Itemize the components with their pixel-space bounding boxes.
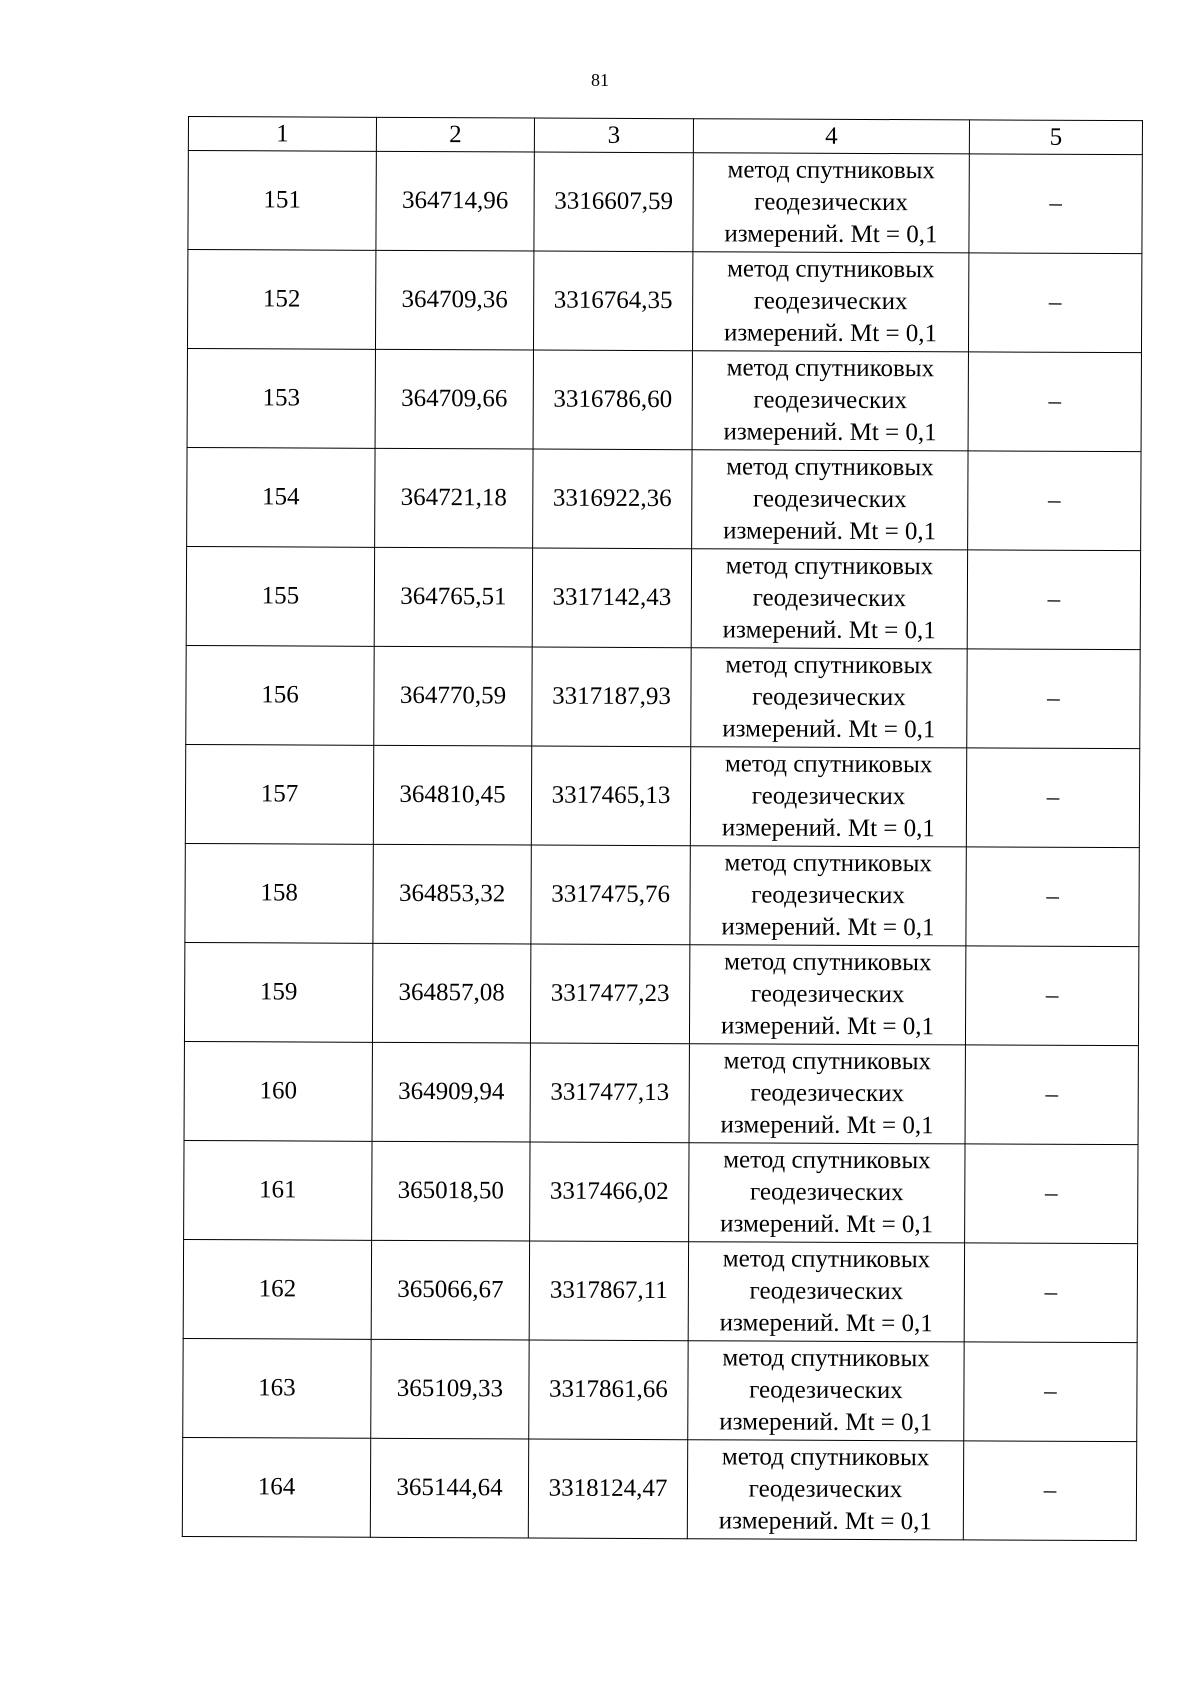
note-cell: – (968, 352, 1141, 452)
method-line-1: метод спутниковых (724, 750, 933, 779)
header-cell-1: 1 (188, 117, 376, 152)
table-row (186, 645, 1140, 748)
method-cell (689, 1044, 965, 1144)
point-number-cell: 155 (186, 546, 374, 646)
table-row (187, 250, 1141, 353)
header-cell-3: 3 (534, 118, 693, 153)
method-line-1: метод спутниковых (726, 354, 935, 383)
note-cell: – (963, 1441, 1136, 1541)
note-cell: – (964, 1342, 1137, 1442)
note-cell: – (968, 451, 1141, 551)
x-coordinate-cell: 365066,67 (371, 1240, 529, 1340)
x-coordinate-cell: 364765,51 (374, 547, 532, 647)
method-cell (687, 1440, 963, 1540)
y-coordinate-cell: 3317861,66 (529, 1340, 688, 1440)
method-cell (690, 747, 966, 847)
table-row (182, 1437, 1136, 1540)
x-coordinate-cell: 364857,08 (372, 943, 530, 1043)
method-cell (692, 252, 968, 352)
method-line-3: измерений. Mt = 0,1 (719, 1309, 933, 1338)
note-cell: – (964, 1243, 1137, 1343)
method-line-1: метод спутниковых (723, 1146, 931, 1175)
point-number-cell: 163 (183, 1338, 371, 1438)
method-line-3: измерений. Mt = 0,1 (723, 319, 938, 348)
y-coordinate-cell: 3317187,93 (532, 647, 691, 747)
method-cell (691, 549, 967, 649)
method-cell (692, 450, 968, 550)
method-line-1: метод спутниковых (727, 156, 936, 185)
x-coordinate-cell: 364770,59 (374, 646, 532, 746)
y-coordinate-cell: 3316922,36 (533, 449, 692, 549)
method-line-3: измерений. Mt = 0,1 (720, 1210, 934, 1239)
note-cell: – (966, 847, 1139, 947)
table-row (187, 348, 1141, 451)
method-line-1: метод спутниковых (725, 552, 934, 581)
method-line-2: геодезических (753, 287, 908, 316)
method-line-3: измерений. Mt = 0,1 (721, 913, 935, 942)
method-cell (688, 1242, 964, 1342)
method-line-1: метод спутниковых (724, 849, 933, 878)
method-cell (692, 351, 968, 451)
note-cell: – (965, 946, 1138, 1046)
x-coordinate-cell: 364709,66 (375, 349, 533, 449)
method-cell (689, 945, 965, 1045)
method-line-2: геодезических (752, 485, 907, 514)
y-coordinate-cell: 3316607,59 (534, 152, 693, 252)
method-line-3: измерений. Mt = 0,1 (722, 616, 936, 645)
method-line-2: геодезических (750, 980, 905, 1009)
x-coordinate-cell: 364714,96 (376, 151, 534, 251)
method-line-1: метод спутниковых (721, 1443, 930, 1472)
note-cell: – (967, 550, 1140, 650)
table-row (188, 151, 1142, 254)
table-row (185, 744, 1139, 847)
method-cell (693, 153, 969, 253)
point-number-cell: 152 (187, 250, 375, 350)
header-cell-4: 4 (693, 119, 969, 154)
x-coordinate-cell: 364709,36 (375, 250, 533, 350)
method-line-3: измерений. Mt = 0,1 (724, 220, 938, 249)
method-line-1: метод спутниковых (722, 1344, 930, 1373)
point-number-cell: 159 (184, 942, 372, 1042)
method-line-2: геодезических (751, 782, 906, 811)
note-cell: – (967, 649, 1140, 749)
table-row (184, 1140, 1138, 1243)
table-row (183, 1239, 1137, 1342)
table-row (183, 1338, 1137, 1441)
point-number-cell: 158 (185, 843, 373, 943)
method-cell (690, 846, 966, 946)
method-cell (688, 1341, 964, 1441)
method-line-2: геодезических (753, 386, 908, 415)
method-line-2: геодезических (752, 584, 907, 613)
y-coordinate-cell: 3318124,47 (528, 1439, 687, 1539)
point-number-cell: 153 (187, 348, 375, 448)
x-coordinate-cell: 365018,50 (372, 1141, 530, 1241)
y-coordinate-cell: 3316764,35 (533, 251, 692, 351)
method-line-2: геодезических (749, 1178, 904, 1207)
x-coordinate-cell: 365144,64 (370, 1438, 528, 1538)
table-row (186, 546, 1140, 649)
table-row (184, 1041, 1138, 1144)
y-coordinate-cell: 3317142,43 (532, 548, 691, 648)
method-line-1: метод спутниковых (723, 1047, 932, 1076)
table-row (184, 942, 1138, 1045)
point-number-cell: 151 (188, 151, 376, 251)
header-cell-2: 2 (376, 117, 534, 152)
table-header (188, 117, 1142, 155)
method-line-2: геодезических (748, 1475, 903, 1504)
method-line-1: метод спутниковых (726, 453, 934, 482)
y-coordinate-cell: 3317477,13 (530, 1043, 689, 1143)
x-coordinate-cell: 364721,18 (375, 448, 533, 548)
method-line-2: геодезических (751, 881, 905, 910)
y-coordinate-cell: 3317466,02 (530, 1142, 689, 1242)
point-number-cell: 154 (187, 447, 375, 547)
method-line-2: геодезических (749, 1376, 903, 1405)
x-coordinate-cell: 365109,33 (371, 1339, 529, 1439)
method-line-3: измерений. Mt = 0,1 (722, 715, 936, 744)
method-line-3: измерений. Mt = 0,1 (721, 814, 935, 843)
y-coordinate-cell: 3317475,76 (531, 845, 690, 945)
x-coordinate-cell: 364853,32 (373, 844, 531, 944)
method-line-3: измерений. Mt = 0,1 (719, 1408, 933, 1437)
method-line-2: геодезических (749, 1277, 904, 1306)
point-number-cell: 164 (182, 1437, 370, 1537)
note-cell: – (966, 748, 1139, 848)
method-line-3: измерений. Mt = 0,1 (718, 1507, 932, 1536)
note-cell: – (968, 253, 1141, 353)
y-coordinate-cell: 3316786,60 (533, 350, 692, 450)
x-coordinate-cell: 364810,45 (373, 745, 531, 845)
method-line-3: измерений. Mt = 0,1 (720, 1111, 934, 1140)
header-row (188, 117, 1142, 155)
method-line-1: метод спутниковых (724, 948, 932, 977)
header-cell-5: 5 (969, 120, 1142, 155)
method-line-3: измерений. Mt = 0,1 (723, 418, 937, 447)
note-cell: – (969, 154, 1142, 254)
method-line-3: измерений. Mt = 0,1 (720, 1012, 935, 1041)
method-line-1: метод спутниковых (722, 1245, 931, 1274)
table-row (187, 447, 1141, 550)
note-cell: – (965, 1144, 1138, 1244)
point-number-cell: 161 (184, 1140, 372, 1240)
table-body (182, 151, 1142, 1541)
y-coordinate-cell: 3317465,13 (531, 746, 690, 846)
point-number-cell: 157 (185, 744, 373, 844)
point-number-cell: 162 (183, 1239, 371, 1339)
method-line-1: метод спутниковых (727, 255, 935, 284)
point-number-cell: 156 (186, 645, 374, 745)
method-line-2: геодезических (750, 1079, 905, 1108)
note-cell: – (965, 1045, 1138, 1145)
method-line-2: геодезических (752, 683, 906, 712)
y-coordinate-cell: 3317867,11 (529, 1241, 688, 1341)
method-line-1: метод спутниковых (725, 651, 933, 680)
y-coordinate-cell: 3317477,23 (530, 944, 689, 1044)
page-number: 81 (591, 70, 609, 90)
table-row (185, 843, 1139, 946)
method-line-2: геодезических (754, 188, 908, 217)
point-number-cell: 160 (184, 1041, 372, 1141)
method-line-3: измерений. Mt = 0,1 (723, 517, 937, 546)
coordinates-table (182, 116, 1143, 1541)
method-cell (689, 1143, 965, 1243)
method-cell (691, 648, 967, 748)
x-coordinate-cell: 364909,94 (372, 1042, 530, 1142)
